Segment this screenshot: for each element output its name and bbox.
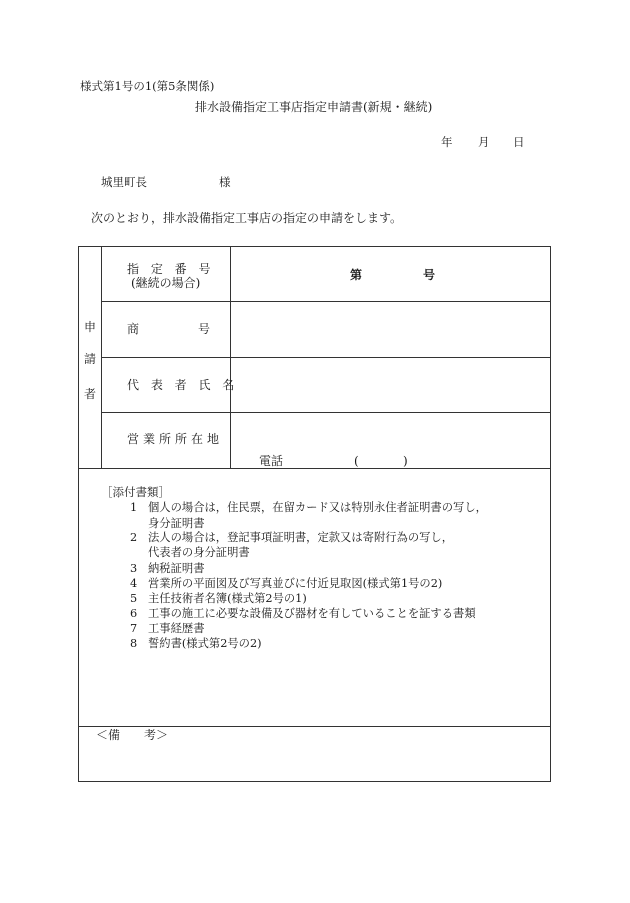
attachment-number: 1 [130,501,138,514]
attachment-item [130,563,205,574]
attachment-continuation: 代表者の身分証明書 [148,546,250,559]
page-title: 排水設備指定工事店指定申請書(新規・継続) [195,100,433,114]
attachment-text: 営業所の平面図及び写真並びに付近見取図(様式第1号の2) [148,577,443,590]
designation-number-dai: 第 [350,268,363,282]
attachment-item [130,638,262,649]
applicant-label-char-3: 者 [84,387,97,401]
attachment-continuation: 身分証明書 [148,517,205,530]
remarks-label: ＜備 考＞ [96,728,169,742]
trade-name-field[interactable] [231,302,550,356]
lead-text: 次のとおり，排水設備指定工事店の指定の申請をします。 [91,211,403,225]
honorific: 様 [219,175,231,189]
applicant-label-char-1: 申 [84,320,97,334]
designation-number-field[interactable] [231,247,550,300]
remarks-field[interactable] [79,745,550,781]
representative-label: 代 表 者 氏 名 [127,378,239,392]
attachment-text: 誓約書(様式第2号の2) [148,637,262,650]
attachment-number: 2 [130,531,138,544]
attachment-item [130,502,487,513]
attachment-number: 4 [130,577,138,590]
attachment-text: 工事経歴書 [148,622,205,635]
form-number: 様式第1号の1(第5条関係) [80,79,215,93]
attachment-text: 工事の施工に必要な設備及び器材を有していることを証する書類 [148,607,476,620]
applicant-label-char-2: 請 [84,352,97,366]
trade-name-label-1: 商 [127,322,140,336]
attachment-number: 5 [130,592,138,605]
office-address-label: 営業所所在地 [127,432,224,446]
attachment-text: 法人の場合は，登記事項証明書，定款又は寄附行為の写し， [148,531,454,544]
attachment-text: 主任技術者名簿(様式第2号の1) [148,592,307,605]
attachment-item [130,578,442,589]
divider-attachments [78,468,551,469]
office-address-field[interactable] [231,413,550,467]
attachment-item [130,623,205,634]
designation-number-go: 号 [423,268,436,282]
attachment-number: 6 [130,607,138,620]
attachment-text: 個人の場合は，住民票，在留カード又は特別永住者証明書の写し， [148,501,487,514]
date-day-label: 日 [513,135,525,149]
designation-number-note: (継続の場合) [131,276,201,290]
attachment-number: 3 [130,562,138,575]
date-month-label: 月 [478,135,490,149]
attachment-item [130,608,476,619]
attachment-number: 8 [130,637,138,650]
attachment-number: 7 [130,622,138,635]
attachment-item [130,593,307,604]
attachment-text: 納税証明書 [148,562,205,575]
date-year-label: 年 [441,135,453,149]
phone-label: 電話 [259,454,284,468]
representative-field[interactable] [231,358,550,411]
attachments-heading: ［添付書類］ [101,485,170,499]
phone-paren-open: ( [354,454,359,468]
divider-remarks [78,726,551,727]
attachment-item [130,532,453,543]
phone-paren-close: ) [403,454,408,468]
designation-number-label: 指 定 番 号 [127,262,215,276]
addressee: 城里町長 [101,175,147,189]
trade-name-label-2: 号 [198,322,211,336]
